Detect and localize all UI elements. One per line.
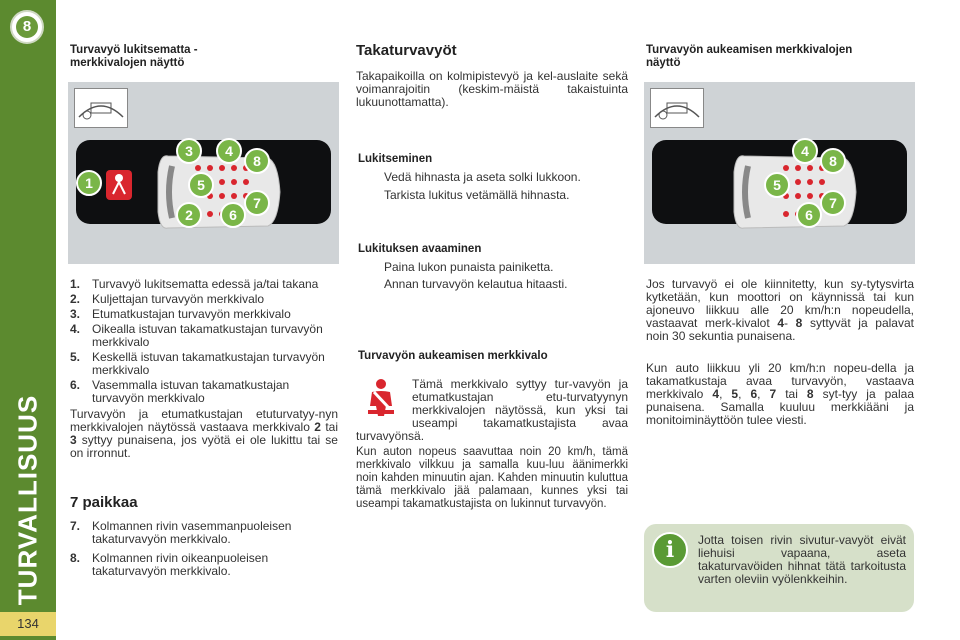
right-paragraph-2: Kun auto liikkuu yli 20 km/h:n nopeu-della ja takamatkustaja avaa turvavyön, vastaava merkkivalo 4, 5, 6, 7 tai 8 syt-tyy ja palaa punaisena. Samalla kuuluu merkkiääni ja monitoiminäyttöön tulee viesti. xyxy=(646,361,914,427)
callout-7: 7 xyxy=(244,190,270,216)
chapter-badge: 8 xyxy=(10,10,44,44)
callout-2: 2 xyxy=(176,202,202,228)
warning-description-2: Kun auton nopeus saavuttaa noin 20 km/h, tämä merkkivalo vilkkuu ja samalla kuu-luu äänimerkki noin kahden minuutin ajan. Kahden minuutin kuluttua tämä merkkivalo jää palamaan, kunnes yksi tai useampi takamatkustajista on lukinnut turvavyön. xyxy=(356,446,628,510)
section-title: Takaturvavyöt xyxy=(356,42,457,59)
list-item: 7. Kolmannen rivin vasemmanpuoleisen takaturvavyön merkkivalo. xyxy=(70,519,292,546)
lock-step: Vedä hihnasta ja aseta solki lukkoon. xyxy=(384,170,581,184)
left-heading: Turvavyö lukitsematta - merkkivalojen näyttö xyxy=(70,44,198,69)
callout-6: 6 xyxy=(796,202,822,228)
right-heading: Turvavyön aukeamisen merkkivalojen näyttö xyxy=(646,44,853,69)
callout-8: 8 xyxy=(244,148,270,174)
callout-legend xyxy=(70,278,338,407)
warning-description: Tämä merkkivalo syttyy tur-vavyön ja etumatkustajan etu-turvatyynyn merkkivalojen näytössä, kun yksi tai useampi takamatkustajista avaa turvavyönsä. xyxy=(356,377,628,443)
callout-4: 4 xyxy=(216,138,242,164)
unlock-heading: Lukituksen avaaminen xyxy=(358,243,482,255)
unlock-step: Annan turvavyön kelautua hitaasti. xyxy=(384,277,568,291)
list-item: 4. Oikealla istuvan takamatkustajan turvavyön merkkivalo xyxy=(70,322,323,349)
callout-4: 4 xyxy=(792,138,818,164)
chapter-title: TURVALLISUUS xyxy=(12,394,43,606)
left-paragraph: Turvavyön ja etumatkustajan etuturvatyy-nyn merkkivalojen näytössä vastaava merkkivalo 2 tai 3 syttyy punaisena, jos vyötä ei ole lukittu tai se on irronnut. xyxy=(70,407,338,460)
unlock-step: Paina lukon punaista painiketta. xyxy=(384,260,554,274)
callout-7: 7 xyxy=(820,190,846,216)
info-icon: i xyxy=(652,532,688,568)
lock-step: Tarkista lukitus vetämällä hihnasta. xyxy=(384,188,570,202)
list-item: 2. Kuljettajan turvavyön merkkivalo xyxy=(70,292,265,306)
lock-heading: Lukitseminen xyxy=(358,153,433,165)
info-note xyxy=(644,524,914,612)
callout-1: 1 xyxy=(76,170,102,196)
list-item: 8. Kolmannen rivin oikeanpuoleisen takaturvavyön merkkivalo. xyxy=(70,551,269,578)
list-item: 3. Etumatkustajan turvavyön merkkivalo xyxy=(70,307,291,321)
page-number: 134 xyxy=(0,612,56,636)
callout-6: 6 xyxy=(220,202,246,228)
callout-5: 5 xyxy=(188,172,214,198)
callout-3: 3 xyxy=(176,138,202,164)
warning-heading: Turvavyön aukeamisen merkkivalo xyxy=(358,350,548,362)
seven-seats-heading: 7 paikkaa xyxy=(70,494,138,511)
unlatched-display-diagram xyxy=(644,82,915,264)
list-item: 5. Keskellä istuvan takamatkustajan turvavyön merkkivalo xyxy=(70,350,325,377)
list-item: 6. Vasemmalla istuvan takamatkustajan turvavyön merkkivalo xyxy=(70,378,290,405)
callout-8: 8 xyxy=(820,148,846,174)
intro-paragraph: Takapaikoilla on kolmipistevyö ja kel-auslaite sekä voimanrajoitin (keskim-mäistä takaistuinta lukuunottamatta). xyxy=(356,69,628,109)
seatbelt-display-diagram xyxy=(68,82,339,264)
info-text: Jotta toisen rivin sivutur-vavyöt eivät liehuisi vapaana, aseta takaturvavöiden hihnat tätä tarkoitusta varten oleviin vyölenkkeihin. xyxy=(698,533,906,586)
seven-seats-list xyxy=(70,520,338,580)
right-paragraph-1: Jos turvavyö ei ole kiinnitetty, kun sy-tytysvirta kytketään, kun moottori on käynnissä tai kun ajoneuvo liikkuu alle 20 km/h:n nopeudella, vastaavat merk-kivalot 4- 8 syttyvät ja palavat noin 30 sekuntia punaisena. xyxy=(646,277,914,343)
list-item: 1. Turvavyö lukitsematta edessä ja/tai takana xyxy=(70,277,319,291)
callout-5: 5 xyxy=(764,172,790,198)
